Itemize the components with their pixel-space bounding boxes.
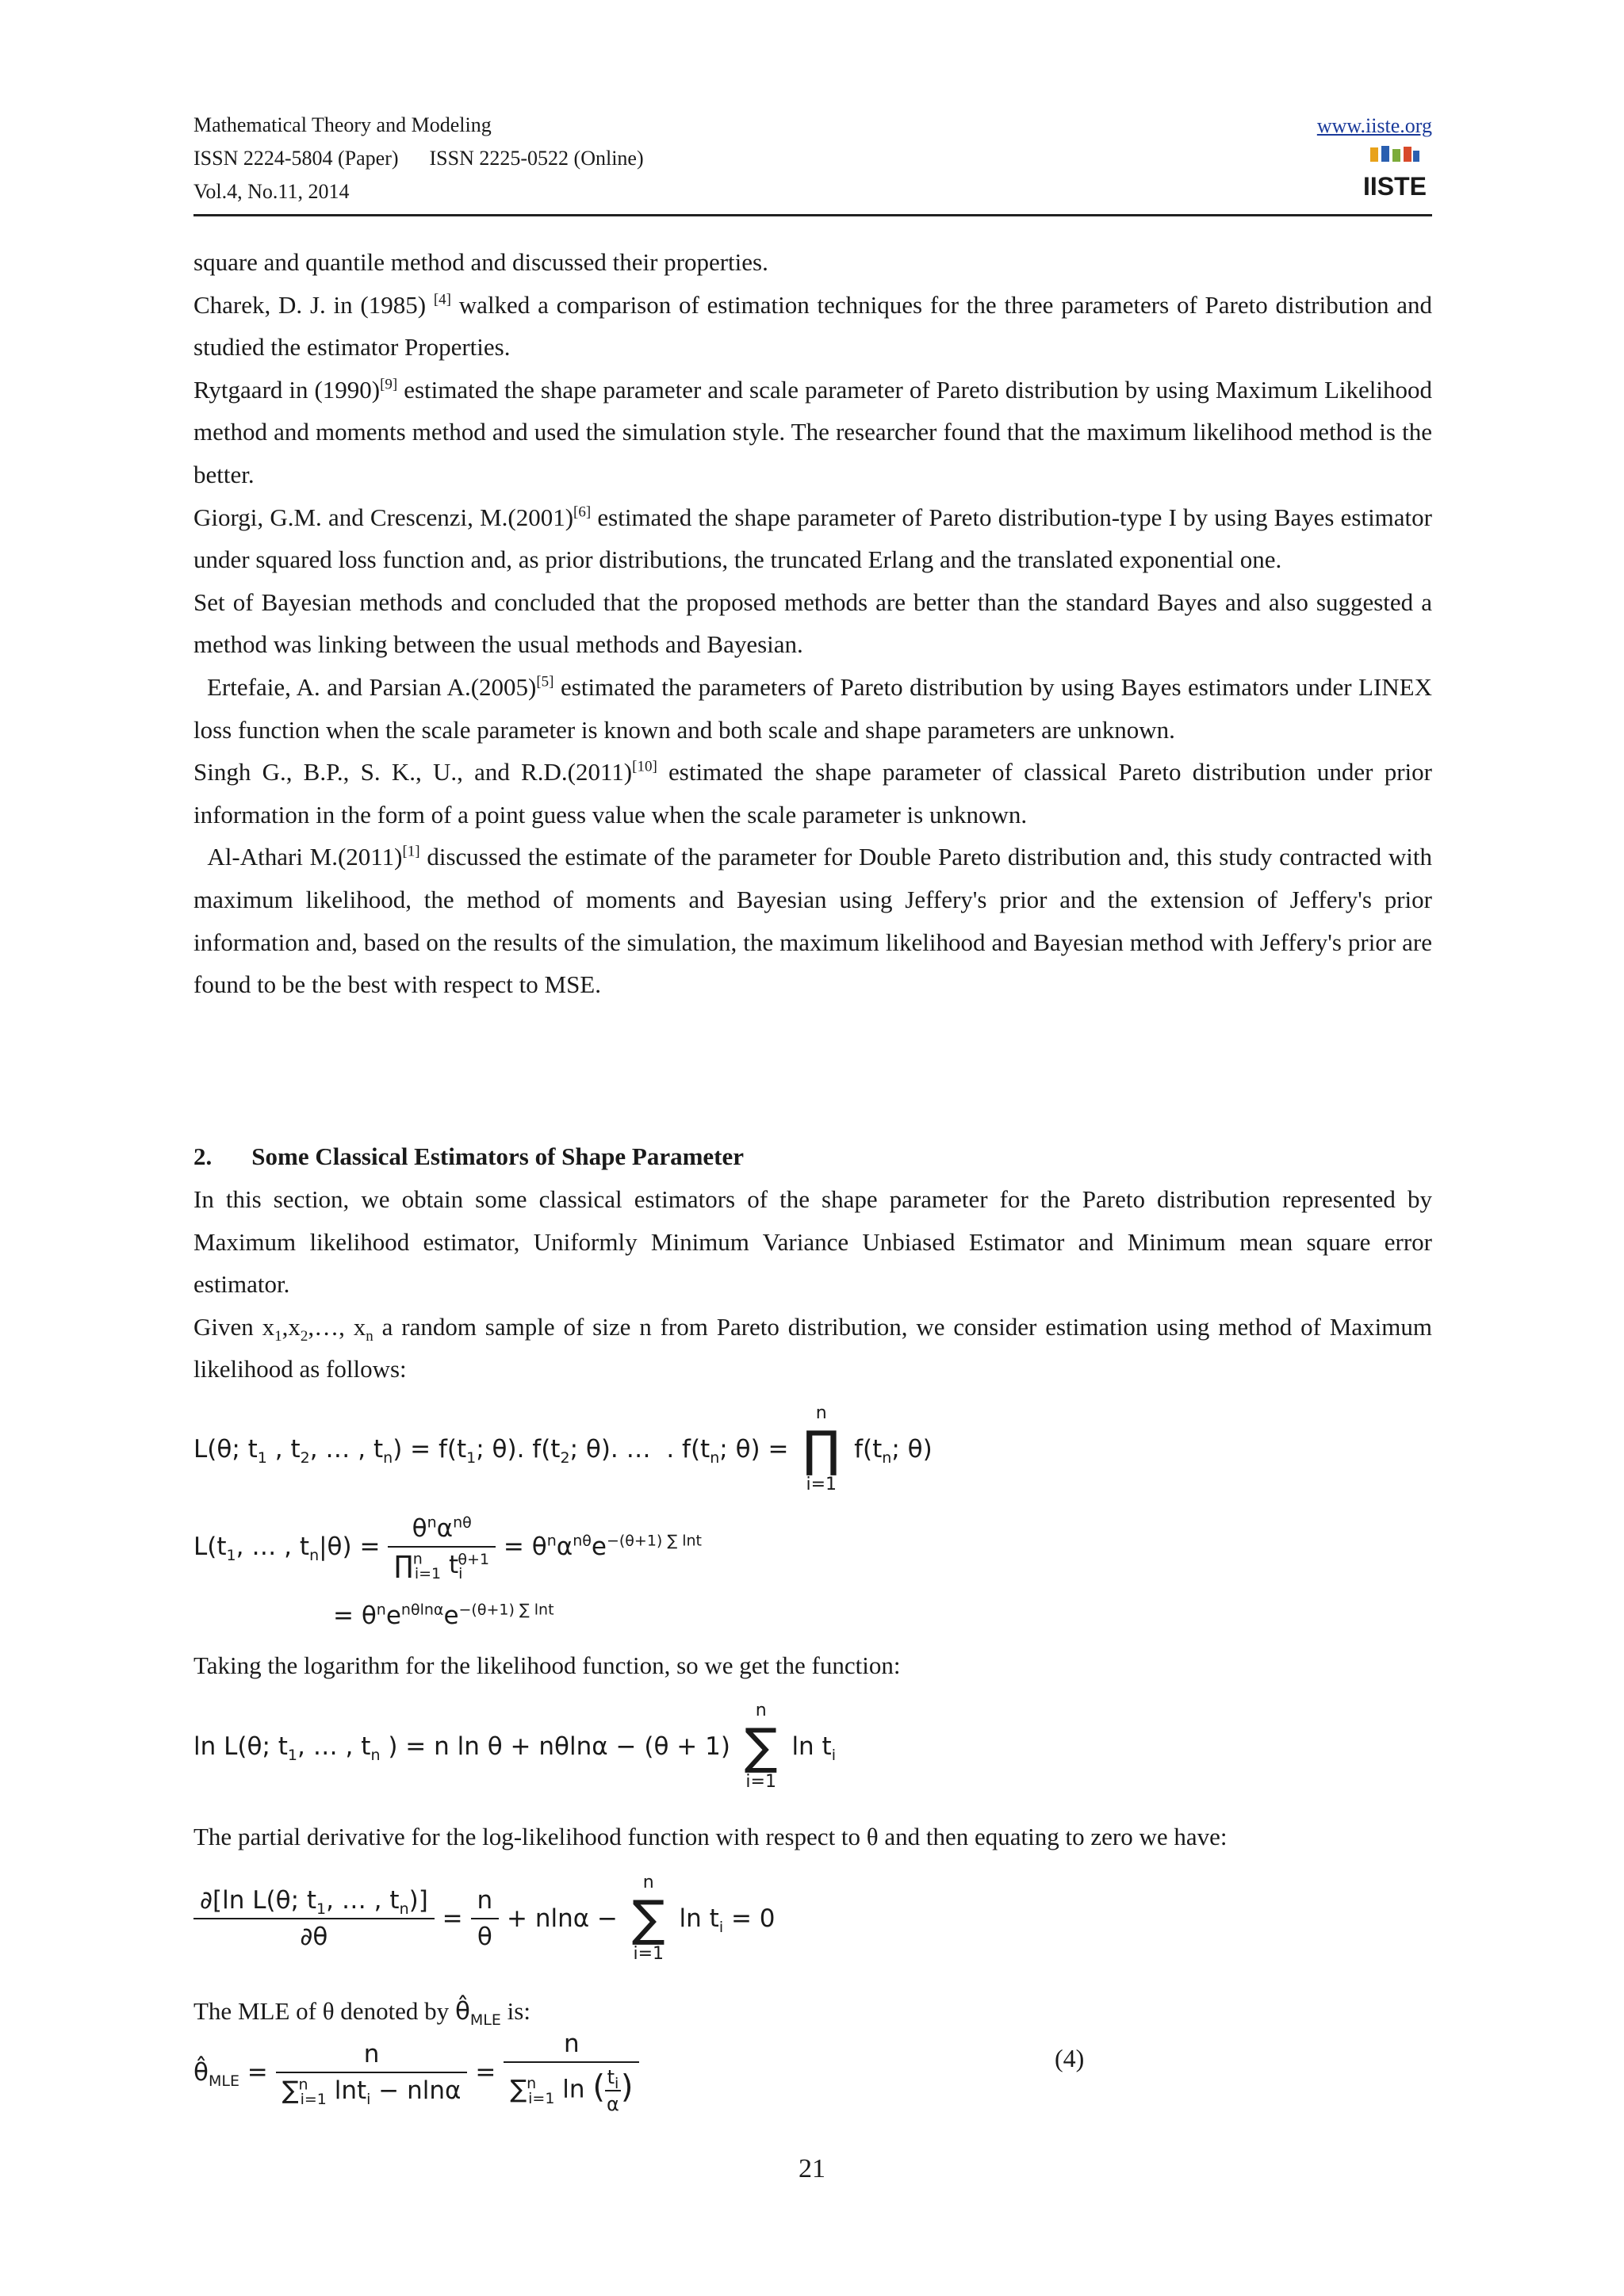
partial-derivative-fraction: $\frac{\partial[\ln L(\theta; t_1, \dots , t_n)]}{\partial\theta}$	[193, 1886, 435, 1951]
iiste-logo-graphic	[1362, 144, 1427, 205]
paragraph-3: Rytgaard in (1990)[9] estimated the shape parameter and scale parameter of Pareto distribution by using Maximum Likelihood method and moments method and used the simulation style. The researcher found that the maximum likelihood method is the better.	[193, 375, 1433, 488]
derivative-equation: $\frac{\partial[\ln L(\theta; t_1, \dots , t_n)]}{\partial\theta}$ = $\frac{n}{\theta}$ + nlnα − n ∑ i=1 $\ln t_i = 0$	[193, 1873, 776, 1965]
volume-line: Vol.4, No.11, 2014	[193, 180, 350, 203]
likelihood-equation: L(θ; $t_1$ , $t_2$, … , $t_n) = f(t_1$; θ). $f(t_2$; θ). … . $f(t_n$; θ) = n ∏ i=1 $f(t_n$; θ)	[193, 1403, 933, 1494]
journal-website-link[interactable]: www.iiste.org	[1316, 114, 1432, 137]
summation-symbol: n ∑ i=1	[744, 1701, 778, 1792]
issn-line: ISSN 2224-5804 (Paper) ISSN 2225-0522 (Online)	[193, 147, 644, 170]
paragraph-8: Al-Athari M.(2011)[1] discussed the estimate of the parameter for Double Pareto distribution and, this study contracted with maximum likelihood, the method of moments and Bayesian using Jeffery's prior and the extension of Jeffery's prior information and, based on the results of the simulation, the maximum likelihood and Bayesian method with Jeffery's prior are found to be the best with respect to MSE.	[193, 843, 1433, 999]
mle-sentence: The MLE of θ denoted by $\thetâ_{MLE}$ is:	[193, 1997, 530, 2030]
journal-name: Mathematical Theory and Modeling	[193, 113, 492, 136]
paragraph-7: Singh G., B.P., S. K., U., and R.D.(2011)[10] estimated the shape parameter of classical Pareto distribution under prior information in the form of a point guess value when the scale parameter is unknown.	[193, 758, 1432, 828]
paragraph-5: Set of Bayesian methods and concluded that the proposed methods are better than the standard Bayes and also suggested a method was linking between the usual methods and Bayesian.	[193, 587, 1432, 659]
paragraph-4: Giorgi, G.M. and Crescenzi, M.(2001)[6] estimated the shape parameter of Pareto distribution-type I by using Bayes estimator under squared loss function and, as prior distributions, the truncated Erlang and the translated exponential one.	[193, 503, 1432, 574]
section-heading	[193, 1135, 1432, 1178]
paragraph-2: Charek, D. J. in (1985) [4] walked a comparison of estimation techniques for the three parameters of Pareto distribution and studied the estimator Properties.	[193, 290, 1432, 362]
equation-number: (4)	[1055, 2044, 1085, 2072]
paragraph-1: square and quantile method and discussed their properties.	[193, 248, 768, 276]
log-likelihood-equation: ln L(θ; $t_1$, … , $t_n$ ) = n ln θ + nθlnα − (θ + 1) n ∑ i=1 $\ln t_i$	[193, 1701, 836, 1792]
header-rule	[193, 214, 1432, 216]
likelihood-fraction: $\frac{\theta^n\alpha^{n\theta}}{\prod^n_{i=1} t_i^{\theta+1}}$	[388, 1514, 496, 1579]
logo-text: IISTE	[1362, 172, 1427, 201]
page-number: 21	[799, 2154, 825, 2183]
paragraph-6: Ertefaie, A. and Parsian A.(2005)[5] estimated the parameters of Pareto distribution by using Bayes estimators under LINEX loss function when the scale parameter is known and both scale and shape parameters are unknown.	[193, 672, 1433, 744]
product-symbol: n ∏ i=1	[802, 1403, 841, 1494]
log-sentence: Taking the logarithm for the likelihood function, so we get the function:	[193, 1651, 901, 1679]
likelihood-expanded-equation: $L(t_1$, … , $t_n|\theta$) = $\frac{\theta^n\alpha^{n\theta}}{\prod^n_{i=1} t_i^{\theta+1}}$ = $\theta^n\alpha^{n\theta}e^{-(\theta+1) \sum lnt}$	[193, 1513, 702, 1583]
body-text	[193, 241, 1432, 1006]
given-sentence: Given $x_1,x_2,\dots$, $x_n$ a random sample of size n from Pareto distribution, we consider estimation using method of Maximum likelihood as follows:	[193, 1312, 1432, 1383]
section-intro: In this section, we obtain some classical estimators of the shape parameter for the Pareto distribution represented by Maximum likelihood estimator, Uniformly Minimum Variance Unbiased Estimator and Minimum mean square error estimator. Given $x_1,x_2,\dots$, $x_n$ a random sample of size n from Pareto distribution, we consider estimation using method of Maximum likelihood as follows:	[193, 1178, 1432, 1391]
mle-equation: $\thetâ_{MLE}$ = $\frac{n}{\sum^n_{i=1} \ln t_i - nln\alpha}$ = n ∑$^n_{i=1}$ ln ( $\frac{t_i}{\alpha}$ )	[193, 2030, 639, 2115]
derivative-sentence: The partial derivative for the log-likelihood function with respect to θ and then equating to zero we have:	[193, 1823, 1228, 1850]
iiste-logo	[1362, 144, 1427, 205]
likelihood-simplified-line: = $\theta^ne^{n\theta ln\alpha}e^{-(\theta+1) \sum lnt}$	[333, 1601, 554, 1630]
section-number: 2.	[193, 1142, 213, 1170]
section-title: Some Classical Estimators of Shape Parameter	[251, 1142, 745, 1170]
